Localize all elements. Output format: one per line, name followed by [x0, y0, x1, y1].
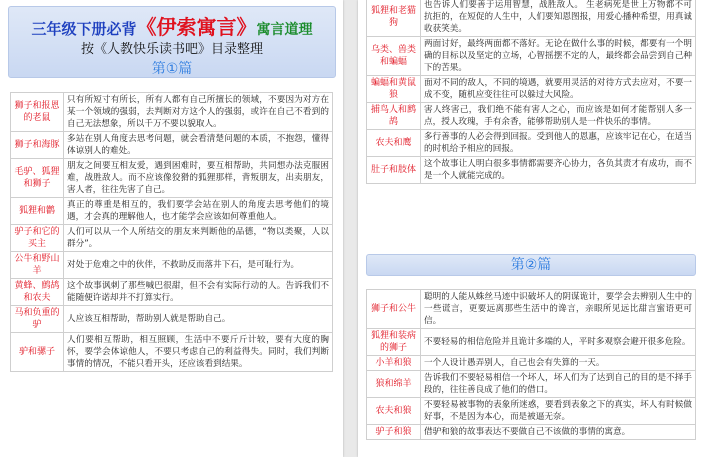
fable-row	[367, 371, 696, 398]
fable-moral: 人们要相互帮助，相互照顾，生活中不要斤斤计较，要有大度的胸怀，要学会体谅他人，不要只考虑自己的利益得失。同时，我们判断事情的情况，不能只看开头，还应该看到结果。	[64, 333, 333, 372]
fable-moral: 只有所短寸有所长，所有人都有自己所擅长的领域，不要因为对方在某一个领域的强弱，去判断对方这个人的强弱，或许在自己不看到的自己无法想象，所以千万不要以貌取人。	[64, 93, 333, 132]
fable-moral: 多站在别人角度去思考问题，就会看清楚问题的本质，不抱怨，懂得体谅别人的难处。	[64, 132, 333, 159]
fable-name: 蝙蝠和黄鼠狼	[367, 76, 421, 103]
grade-label: 三年级下册必背	[31, 20, 137, 38]
fable-row	[367, 76, 696, 103]
fable-row	[11, 306, 333, 333]
fable-row	[367, 130, 696, 157]
part-2-label: 第②篇	[510, 257, 552, 273]
fable-row	[367, 103, 696, 130]
fable-table-part-1	[10, 92, 333, 372]
left-page	[0, 0, 343, 457]
fable-moral: 朋友之间要互相友爱，遇到困难时，要互相帮助，共同想办法克服困难，战胜敌人。而不应该像狡猾的狐狸那样，背叛朋友，出卖朋友，害人者，往往先害了自己。	[64, 159, 333, 198]
fable-moral: 人们可以从一个人所结交的朋友来判断他的品德，“物以类聚，人以群分”。	[64, 225, 333, 252]
fable-name: 狮子和公牛	[367, 290, 421, 329]
fable-moral: 告诉我们不要轻易相信一个坏人，坏人们为了达到自己的目的是不择手段的，往往善良成了他们的借口。	[421, 371, 696, 398]
fable-moral: 这个故事讽刺了那些喊巴很甜，但不会有实际行动的人。告诉我们不能随便许诺却并不打算实行。	[64, 279, 333, 306]
fable-name: 肚子和肢体	[367, 157, 421, 184]
fable-row	[11, 333, 333, 372]
fable-moral: 人应该互相帮助，帮助别人就是帮助自己。	[64, 306, 333, 333]
book-title: 《伊索寓言》	[136, 15, 257, 39]
title-line	[9, 11, 335, 40]
subject-label: 寓言道理	[256, 22, 313, 38]
fable-name: 公牛和野山羊	[11, 252, 64, 279]
fable-moral: 害人终害己，我们绝不能有害人之心，而应该是如何才能帮别人多一点，授人玫瑰，手有余香，能够帮助别人是一件快乐的事情。	[421, 103, 696, 130]
fable-name: 狐狸和老猫狗	[367, 0, 421, 37]
fable-name: 黄蜂、鹧鸪和农夫	[11, 279, 64, 306]
fable-moral: 不要轻易的相信危险并且诡计多端的人，平时多观察会避开很多危险。	[421, 329, 696, 356]
fable-moral: 多行善事的人必会得到回报。受到他人的恩惠，应该牢记在心，在适当的时机给予相应的回报。	[421, 130, 696, 157]
fable-name: 乌类、兽类和蝙蝠	[367, 37, 421, 76]
right-page	[358, 0, 704, 457]
fable-name: 狐狸和鹳	[11, 198, 64, 225]
fable-name: 狮子和报恩的老鼠	[11, 93, 64, 132]
fable-moral: 对处于危难之中的伙伴，不救助反而落井下石，是可耻行为。	[64, 252, 333, 279]
fable-moral: 真正的尊重是相互的，我们要学会站在别人的角度去思考他们的境遇，才会真的理解他人，也才能学会应该如何尊重他人。	[64, 198, 333, 225]
fable-row	[11, 132, 333, 159]
fable-moral: 一个人设计愚弄别人，自己也会有失算的一天。	[421, 356, 696, 371]
fable-row	[11, 93, 333, 132]
fable-name: 驴子和它的买主	[11, 225, 64, 252]
part-1-label: 第①篇	[151, 61, 193, 77]
fable-moral: 两面讨好，最终两面都不落好。无论在做什么事的时候，都要有一个明确的目标以及坚定的立场，心智摇摆不定的人，最终都会品尝到自己种下的苦果。	[421, 37, 696, 76]
fable-name: 狼和绵羊	[367, 371, 421, 398]
fable-name: 狮子和海豚	[11, 132, 64, 159]
fable-row	[367, 356, 696, 371]
fable-row	[367, 157, 696, 184]
fable-row	[367, 290, 696, 329]
fable-row	[367, 329, 696, 356]
fable-row	[11, 198, 333, 225]
fable-name: 农夫和鹰	[367, 130, 421, 157]
fable-name: 驴子和狼	[367, 425, 421, 440]
fable-name: 马和负重的驴	[11, 306, 64, 333]
fable-row	[367, 398, 696, 425]
fable-row	[11, 252, 333, 279]
fable-moral: 借驴和狼的故事表达不要做自己不该做的事情的寓意。	[421, 425, 696, 440]
fable-moral: 面对不同的敌人，不同的境遇，就要用灵活的对待方式去应对，不要一成不变，随机应变往往可以躲过大风险。	[421, 76, 696, 103]
fable-row	[11, 159, 333, 198]
fable-row	[11, 225, 333, 252]
fable-table-part-2	[366, 289, 696, 440]
fable-row	[367, 425, 696, 440]
fable-name: 驴和骡子	[11, 333, 64, 372]
fable-name: 农夫和狼	[367, 398, 421, 425]
title-header	[8, 6, 336, 78]
part-2-banner	[366, 254, 696, 276]
fable-table-part-1-continued	[366, 0, 696, 184]
fable-row	[367, 37, 696, 76]
fable-moral: 也告诉人们要善于运用智慧，战胜敌人。 生老病死是世上万物都不可抗拒的，在短促的人生中，人们要知恩图报，用爱心播种希望，用真诚收获笑美。	[421, 0, 696, 37]
fable-name: 小羊和狼	[367, 356, 421, 371]
fable-name: 狐狸和装病的狮子	[367, 329, 421, 356]
fable-name: 捕鸟人和鹧鸪	[367, 103, 421, 130]
fable-moral: 不要轻易被事物的表象所迷惑，要看到表象之下的真实，坏人有时候做好事，不是因为本心，而是被逼无奈。	[421, 398, 696, 425]
fable-moral: 聪明的人能从蛛丝马迹中识破坏人的阴谋诡计，要学会去辨别人生中的一些谎言，更要远离那些生活中的谗言，亲眼所见远比甜言蜜语更可信。	[421, 290, 696, 329]
fable-moral: 这个故事让人明白很多事情都需要齐心协力，各负其责才有成功，而不是一个人就能完成的。	[421, 157, 696, 184]
fable-row	[11, 279, 333, 306]
fable-name: 毛驴、狐狸和狮子	[11, 159, 64, 198]
subtitle: 按《人教快乐读书吧》目录整理	[80, 42, 263, 57]
fable-row	[367, 0, 696, 37]
